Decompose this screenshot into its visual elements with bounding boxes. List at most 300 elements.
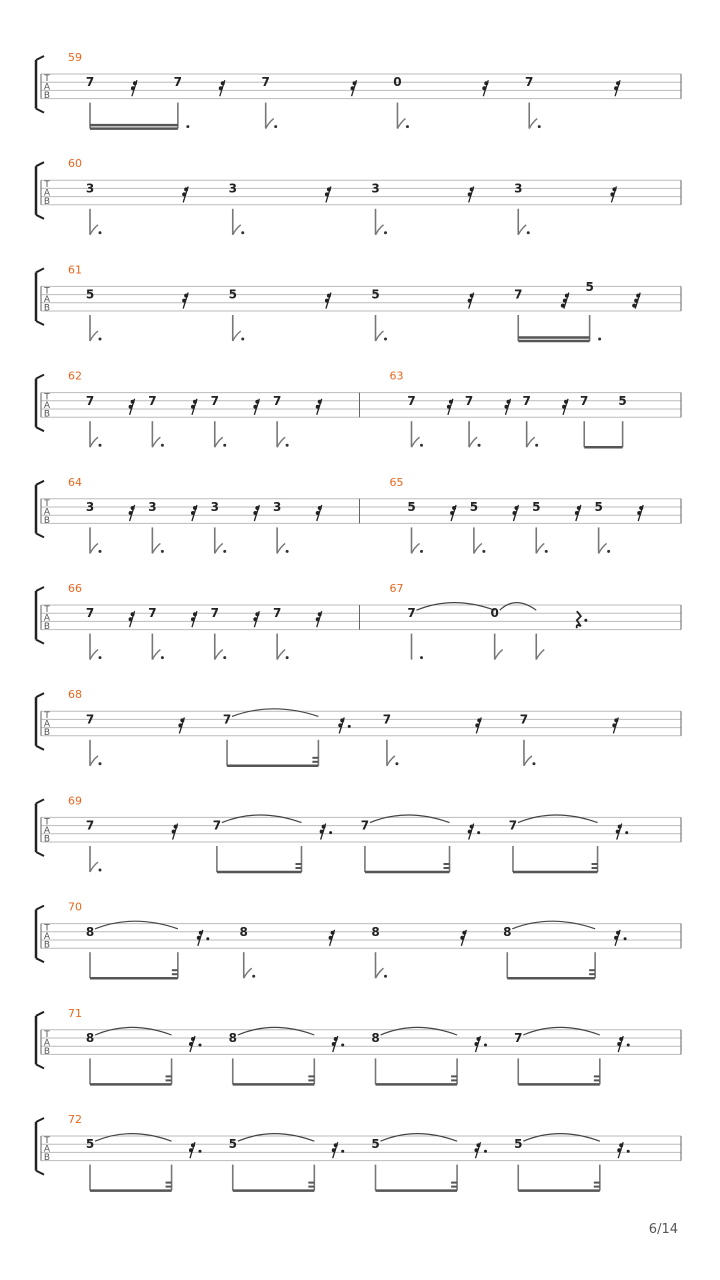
rest-head [131, 612, 135, 616]
tab-letter: B [43, 622, 51, 632]
rest-head [193, 506, 197, 510]
tab-letter: A [43, 719, 51, 730]
rest-head [353, 81, 357, 85]
note-flag [527, 437, 535, 447]
bracket-bottom-hook [36, 852, 44, 856]
duration-dot [527, 231, 530, 234]
rest-head [340, 718, 344, 722]
tie-arc [95, 921, 178, 929]
fret-number: 7 [212, 818, 222, 833]
rest-head [468, 192, 472, 196]
fret-number: 3 [228, 181, 237, 196]
fret-number: 3 [210, 500, 219, 514]
tab-letter: T [44, 923, 50, 934]
note-flag [90, 650, 98, 660]
tab-system [36, 476, 681, 554]
rest-head [450, 511, 454, 515]
tie-arc [381, 1027, 458, 1035]
rest-head [506, 400, 510, 404]
measure-number: 66 [68, 582, 82, 595]
fret-number: 5 [228, 1137, 237, 1152]
fret-number: 7 [519, 712, 529, 727]
fret-number: 7 [173, 75, 183, 90]
rest-head [619, 1143, 623, 1147]
rest-head [639, 506, 643, 510]
duration-dot [99, 231, 102, 234]
fret-number: 5 [514, 1137, 523, 1152]
rest-head [191, 617, 195, 621]
rest-head [452, 506, 456, 510]
rest-head [564, 400, 568, 404]
rest-head [449, 400, 453, 404]
tab-system [36, 901, 681, 979]
rest-head [470, 825, 474, 829]
rest-head [332, 1042, 336, 1046]
fret-number: 7 [580, 393, 589, 408]
tab-system [36, 1113, 681, 1191]
note-flag [90, 437, 98, 447]
fret-number: 7 [210, 393, 219, 408]
rest-dot [348, 725, 351, 728]
rest-head [484, 81, 488, 85]
fret-number: 3 [85, 500, 95, 514]
duration-dot [406, 125, 409, 128]
rest-head [219, 86, 223, 90]
fret-number: 8 [85, 1031, 95, 1045]
bracket-bottom-hook [36, 533, 44, 537]
note-flag [474, 543, 482, 553]
rest-head [191, 1037, 195, 1041]
duration-dot [286, 444, 289, 447]
rest-head [618, 825, 622, 829]
duration-dot [384, 975, 387, 978]
rest-head [470, 294, 474, 298]
duration-dot [384, 338, 387, 341]
rest-head [329, 936, 333, 940]
rest-head [172, 830, 176, 834]
fret-number: 5 [594, 500, 603, 514]
fret-number: 8 [239, 924, 248, 939]
tab-letter: B [43, 940, 51, 951]
duration-dot [420, 550, 423, 553]
duration-dot [252, 975, 255, 978]
rest-dot [477, 831, 480, 834]
note-flag [536, 650, 544, 660]
tab-letter: A [43, 613, 51, 624]
rest-head [131, 400, 135, 404]
note-flag [387, 756, 395, 766]
rest-dot [484, 1150, 487, 1153]
rest-dot [198, 1044, 201, 1047]
duration-dot [420, 444, 423, 447]
tie-arc [370, 815, 450, 823]
rest-head [575, 511, 579, 515]
measure-number: 69 [68, 794, 82, 808]
tab-letter: T [44, 1029, 50, 1040]
fret-number: 3 [272, 500, 282, 514]
tab-letter: T [44, 392, 50, 403]
quarter-rest [577, 611, 581, 628]
tab-letter: B [43, 1046, 51, 1057]
tie-arc [417, 603, 495, 611]
tab-letter: T [44, 286, 50, 297]
rest-head [634, 299, 638, 303]
note-flag [376, 968, 384, 978]
rest-head [477, 718, 481, 722]
rest-head [199, 931, 203, 935]
fret-number: 7 [148, 393, 157, 408]
tab-system [36, 582, 681, 660]
rest-head [191, 1143, 195, 1147]
bracket-top-hook [36, 1012, 44, 1016]
note-flag [277, 650, 285, 660]
tab-letter: B [43, 834, 51, 845]
note-flag [244, 968, 252, 978]
fret-number: 8 [371, 924, 380, 939]
rest-head [474, 1042, 478, 1046]
note-flag [152, 543, 160, 553]
rest-head [193, 612, 197, 616]
fret-number: 8 [228, 1031, 237, 1045]
rest-head [178, 723, 182, 727]
fret-number: 3 [148, 500, 157, 514]
note-flag [524, 756, 532, 766]
rest-head [255, 400, 259, 404]
fret-number: 5 [407, 500, 416, 514]
bracket-top-hook [36, 268, 44, 272]
tab-system [36, 263, 681, 341]
fret-number: 8 [503, 924, 512, 939]
rest-head [189, 1042, 193, 1046]
rest-head [129, 617, 133, 621]
tie-arc [222, 815, 302, 823]
note-flag [90, 756, 98, 766]
duration-dot [241, 231, 244, 234]
tab-letter: A [43, 82, 51, 93]
fret-number: 0 [490, 606, 499, 621]
duration-dot [241, 338, 244, 341]
note-flag [215, 437, 223, 447]
tab-letter: T [44, 605, 50, 615]
duration-dot [161, 656, 164, 659]
rest-head [614, 718, 618, 722]
fret-number: 7 [464, 393, 474, 408]
fret-number: 8 [85, 924, 95, 939]
rest-dot [584, 619, 587, 622]
rest-head [447, 405, 451, 409]
tie-arc [500, 603, 537, 611]
rest-head [462, 931, 466, 935]
fret-number: 7 [514, 1031, 523, 1045]
rest-dot [624, 937, 627, 940]
rest-head [351, 86, 355, 90]
duration-dot [286, 656, 289, 659]
rest-head [189, 1148, 193, 1152]
rest-head [129, 511, 133, 515]
duration-dot [99, 444, 102, 447]
rest-head [316, 405, 320, 409]
bracket-bottom-hook [36, 1064, 44, 1068]
rest-head [331, 931, 335, 935]
bracket-bottom-hook [36, 427, 44, 431]
rest-head [327, 187, 331, 191]
note-flag [215, 650, 223, 660]
duration-dot [395, 762, 398, 765]
tab-letter: A [43, 1038, 51, 1049]
fret-number: 7 [382, 712, 392, 727]
rest-head [562, 405, 566, 409]
bracket-bottom-hook [36, 746, 44, 750]
rest-head [512, 511, 516, 515]
duration-dot [538, 125, 541, 128]
tab-letter: A [43, 825, 51, 836]
fret-number: 7 [514, 287, 523, 302]
duration-dot [384, 231, 387, 234]
rest-head [322, 825, 326, 829]
note-flag [536, 543, 544, 553]
tab-letter: T [44, 711, 50, 722]
fret-number: 5 [85, 287, 95, 302]
duration-dot [545, 550, 548, 553]
bracket-top-hook [36, 693, 44, 697]
tab-system [36, 51, 681, 129]
duration-dot [420, 656, 423, 659]
rest-head [460, 936, 464, 940]
fret-number: 5 [371, 1137, 380, 1152]
bracket-top-hook [36, 481, 44, 485]
note-flag [90, 862, 98, 872]
bracket-top-hook [36, 162, 44, 166]
fret-number: 8 [371, 1031, 380, 1045]
rest-head [632, 304, 636, 308]
tie-arc [95, 1027, 172, 1035]
bracket-top-hook [36, 1118, 44, 1122]
rest-head [129, 405, 133, 409]
fret-number: 7 [360, 818, 370, 833]
note-flag [152, 437, 160, 447]
rest-head [475, 723, 479, 727]
tie-arc [232, 709, 318, 717]
fret-number: 7 [272, 393, 282, 408]
tab-letter: A [43, 294, 51, 305]
fret-number: 7 [85, 393, 95, 408]
bracket-bottom-hook [36, 109, 44, 113]
tie-arc [381, 1134, 458, 1142]
bracket-top-hook [36, 375, 44, 379]
measure-number: 68 [68, 688, 82, 702]
fret-number: 7 [148, 606, 157, 621]
rest-head [325, 299, 329, 303]
note-flag [412, 437, 420, 447]
fret-number: 5 [585, 279, 594, 294]
tab-letter: B [43, 303, 51, 314]
tab-letter: B [43, 91, 51, 101]
fret-number: 5 [618, 393, 627, 408]
fret-number: 7 [85, 606, 95, 621]
tie-arc [95, 1134, 172, 1142]
tab-system [36, 794, 681, 872]
rest-head [325, 192, 329, 196]
tab-system [36, 1007, 681, 1085]
tab-system [36, 157, 681, 235]
rest-head [133, 81, 137, 85]
rest-head [318, 506, 322, 510]
tab-letter: A [43, 1144, 51, 1155]
fret-number: 7 [85, 75, 95, 90]
duration-dot [223, 550, 226, 553]
duration-dot [478, 444, 481, 447]
rest-dot [341, 1044, 344, 1047]
bracket-top-hook [36, 56, 44, 60]
tab-system [36, 370, 681, 448]
fret-number: 7 [508, 818, 518, 833]
fret-number: 7 [85, 818, 95, 833]
rest-head [180, 718, 184, 722]
tab-letter: T [44, 1136, 50, 1146]
tie-arc [523, 1134, 600, 1142]
rest-dot [625, 831, 628, 834]
rest-head [318, 612, 322, 616]
note-flag [412, 543, 420, 553]
rest-head [193, 400, 197, 404]
note-flag [152, 650, 160, 660]
rest-head [316, 617, 320, 621]
rest-head [565, 294, 569, 298]
tab-letter: B [43, 197, 51, 208]
rest-head [174, 825, 178, 829]
rest-head [612, 723, 616, 727]
rest-head [184, 294, 188, 298]
duration-dot [99, 656, 102, 659]
note-flag [277, 437, 285, 447]
duration-dot [274, 125, 277, 128]
rest-head [191, 405, 195, 409]
tie-arc [523, 1027, 600, 1035]
rest-head [320, 830, 324, 834]
measure-number: 59 [68, 51, 82, 64]
duration-dot [186, 125, 189, 128]
rest-head [221, 81, 225, 85]
rest-head [616, 830, 620, 834]
duration-dot [535, 444, 538, 447]
duration-dot [607, 550, 610, 553]
duration-dot [161, 444, 164, 447]
fret-number: 7 [210, 606, 219, 621]
note-flag [90, 543, 98, 553]
rest-head [610, 192, 614, 196]
duration-dot [99, 338, 102, 341]
bracket-bottom-hook [36, 215, 44, 219]
fret-number: 7 [222, 712, 232, 727]
rest-head [616, 81, 620, 85]
rest-head [182, 299, 186, 303]
rest-head [468, 299, 472, 303]
rest-dot [206, 937, 209, 940]
rest-head [131, 86, 135, 90]
rest-head [476, 1037, 480, 1041]
bracket-top-hook [36, 906, 44, 910]
duration-dot [482, 550, 485, 553]
fret-number: 7 [272, 606, 282, 621]
measure-number: 62 [68, 369, 82, 383]
rest-head [617, 1148, 621, 1152]
fret-number: 7 [261, 75, 270, 90]
rest-head [577, 506, 581, 510]
note-flag [397, 119, 405, 129]
duration-dot [99, 869, 102, 872]
rest-head [334, 1143, 338, 1147]
tab-letter: B [43, 515, 51, 526]
measure-number: 67 [389, 582, 404, 595]
rest-head [636, 294, 640, 298]
fret-number: 7 [525, 75, 534, 90]
rest-head [316, 511, 320, 515]
rest-head [197, 936, 201, 940]
measure-number: 61 [68, 263, 82, 277]
tab-system [36, 688, 681, 766]
note-flag [529, 119, 537, 129]
rest-head [616, 931, 620, 935]
rest-head [191, 511, 195, 515]
rest-head [514, 506, 518, 510]
rest-head [255, 506, 259, 510]
note-flag [215, 543, 223, 553]
bracket-bottom-hook [36, 958, 44, 962]
rest-head [476, 1143, 480, 1147]
duration-dot [161, 550, 164, 553]
measure-number: 70 [68, 900, 82, 914]
rest-head [334, 1037, 338, 1041]
note-flag [599, 543, 607, 553]
tab-letter: T [44, 817, 50, 828]
note-flag [277, 543, 285, 553]
duration-dot [99, 762, 102, 765]
rest-head [131, 506, 135, 510]
tie-arc [512, 921, 595, 929]
measure-number: 60 [68, 157, 82, 171]
rest-head [338, 723, 342, 727]
rest-head [563, 299, 567, 303]
note-flag [266, 119, 274, 129]
note-flag [376, 225, 384, 235]
rest-head [561, 304, 565, 308]
tie-arc [238, 1027, 315, 1035]
tab-letter: B [43, 409, 51, 420]
fret-number: 3 [85, 181, 95, 196]
rest-head [332, 1148, 336, 1152]
measure-number: 65 [389, 475, 404, 489]
rest-head [253, 405, 257, 409]
rest-head [637, 511, 641, 515]
note-flag [495, 650, 503, 660]
duration-dot [532, 762, 535, 765]
note-flag [90, 331, 98, 341]
duration-dot [223, 444, 226, 447]
tie-arc [518, 815, 598, 823]
measure-number: 71 [68, 1006, 82, 1020]
tab-letter: T [44, 498, 50, 509]
measure-number: 72 [68, 1113, 82, 1126]
note-flag [376, 331, 384, 341]
tab-letter: A [43, 188, 51, 199]
tab-letter: B [43, 1153, 51, 1163]
bracket-bottom-hook [36, 1171, 44, 1175]
tab-letter: A [43, 507, 51, 518]
rest-head [474, 1148, 478, 1152]
rest-head [182, 192, 186, 196]
fret-number: 5 [371, 287, 380, 302]
note-flag [233, 331, 241, 341]
